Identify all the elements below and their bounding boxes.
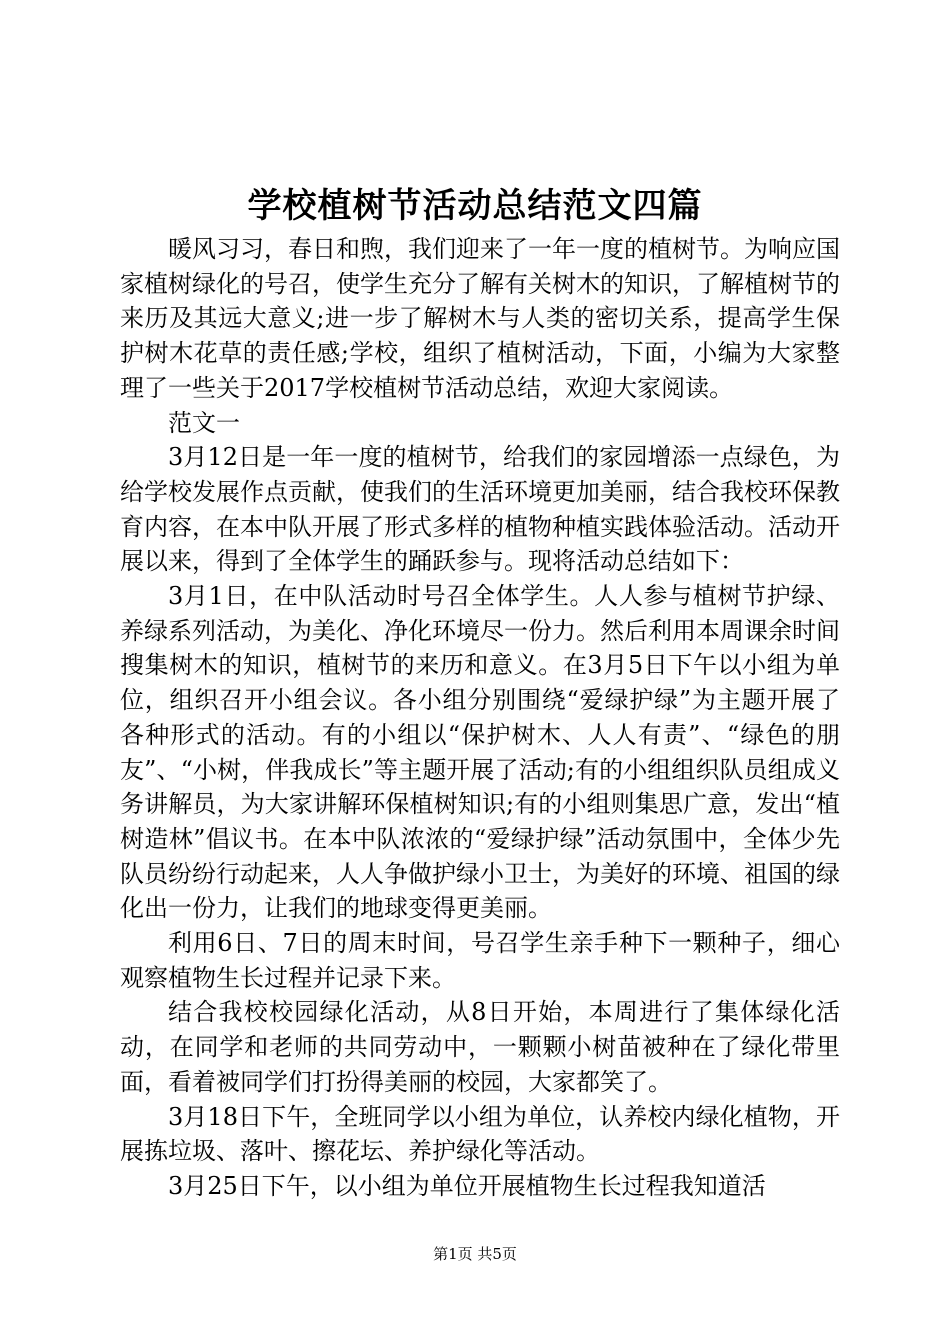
document-body bbox=[120, 232, 840, 1204]
body-paragraph: 3月1日，在中队活动时号召全体学生。人人参与植树节护绿、养绿系列活动，为美化、净化环境尽一份力。然后利用本周课余时间搜集树木的知识，植树节的来历和意义。在3月5日下午以小组为单位，组织召开小组会议。各小组分别围绕“爱绿护绿”为主题开展了各种形式的活动。有的小组以“保护树木、人人有责”、“绿色的朋友”、“小树，伴我成长”等主题开展了活动;有的小组组织队员组成义务讲解员，为大家讲解环保植树知识;有的小组则集思广意，发出“植树造林”倡议书。在本中队浓浓的“爱绿护绿”活动氛围中，全体少先队员纷纷行动起来，人人争做护绿小卫士，为美好的环境、祖国的绿化出一份力，让我们的地球变得更美丽。 bbox=[120, 582, 840, 923]
body-paragraph: 3月12日是一年一度的植树节，给我们的家园增添一点绿色，为给学校发展作点贡献，使我们的生活环境更加美丽，结合我校环保教育内容，在本中队开展了形式多样的植物种植实践体验活动。活动开展以来，得到了全体学生的踊跃参与。现将活动总结如下： bbox=[120, 443, 840, 576]
section-heading: 范文一 bbox=[168, 408, 240, 437]
intro-paragraph: 暖风习习，春日和煦，我们迎来了一年一度的植树节。为响应国家植树绿化的号召，使学生充分了解有关树木的知识，了解植树节的来历及其远大意义;进一步了解树木与人类的密切关系，提高学生保护树木花草的责任感;学校，组织了植树活动，下面，小编为大家整理了一些关于2017学校植树节活动总结，欢迎大家阅读。 bbox=[120, 235, 840, 402]
page-footer: 第1页 共5页 bbox=[433, 1245, 517, 1263]
body-paragraph: 利用6日、7日的周末时间，号召学生亲手种下一颗种子，细心观察植物生长过程并记录下来。 bbox=[120, 929, 840, 992]
body-paragraph: 3月25日下午，以小组为单位开展植物生长过程我知道活 bbox=[168, 1171, 766, 1200]
body-paragraph: 结合我校校园绿化活动，从8日开始，本周进行了集体绿化活动，在同学和老师的共同劳动中，一颗颗小树苗被种在了绿化带里面，看着被同学们打扮得美丽的校园，大家都笑了。 bbox=[120, 998, 840, 1096]
document-title: 学校植树节活动总结范文四篇 bbox=[247, 186, 703, 226]
body-paragraph: 3月18日下午，全班同学以小组为单位，认养校内绿化植物，开展拣垃圾、落叶、擦花坛、养护绿化等活动。 bbox=[120, 1102, 840, 1166]
